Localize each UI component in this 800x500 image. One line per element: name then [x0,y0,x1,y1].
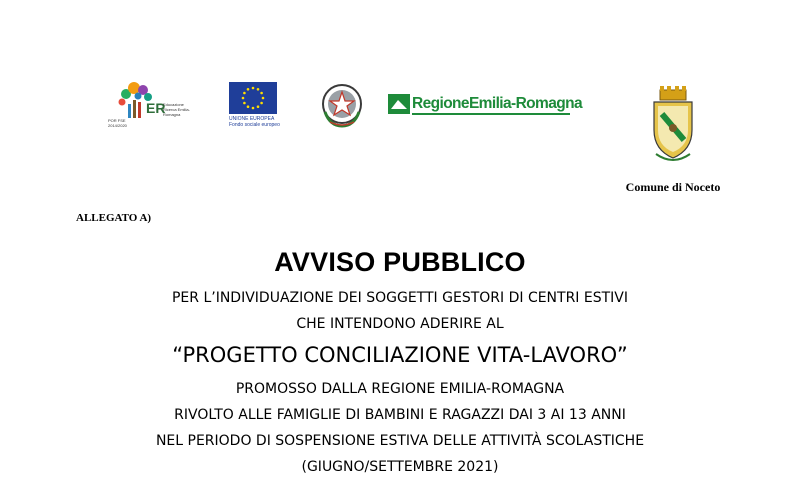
notice-line-2: CHE INTENDONO ADERIRE AL [296,316,504,332]
project-title: “PROGETTO CONCILIAZIONE VITA-LAVORO” [172,343,628,367]
italian-republic-emblem-icon [320,80,364,130]
notice-line-1: PER L’INDIVIDUAZIONE DEI SOGGETTI GESTORI DI CENTRI ESTIVI [171,290,629,306]
er-education-logo [108,80,196,130]
notice-line-3: PROMOSSO DALLA REGIONE EMILIA-ROMAGNA [235,381,565,397]
allegato-label: ALLEGATO A) [76,212,152,224]
rer-underline [412,113,570,115]
notice-line-5: NEL PERIODO DI SOSPENSIONE ESTIVA DELLE ATTIVITÀ SCOLASTICHE [155,433,645,449]
er-por-caption: POR FSE 2014/2020 [108,118,127,128]
eu-caption: UNIONE EUROPEA Fondo sociale europeo [229,116,280,128]
notice-line-6: (GIUGNO/SETTEMBRE 2021) [301,459,499,475]
er-mark: ER [146,100,166,116]
rer-wordmark: RegioneEmilia-Romagna [412,95,582,112]
comune-label: Comune di Noceto [625,180,721,194]
italian-republic-emblem [320,80,364,130]
notice-line-4: RIVOLTO ALLE FAMIGLIE DI BAMBINI E RAGAZZI DAI 3 AI 13 ANNI [174,407,626,423]
er-caption: Educazione Ricerca Emilia-Romagna [163,102,190,117]
noceto-coat-of-arms-icon [650,84,696,166]
rer-region-icon [388,94,410,114]
noceto-coat-of-arms [650,84,696,166]
regione-emilia-romagna-logo [388,92,582,118]
eu-flag-icon [229,82,277,114]
eu-logo [226,80,286,132]
page-title: AVVISO PUBBLICO [274,247,526,277]
